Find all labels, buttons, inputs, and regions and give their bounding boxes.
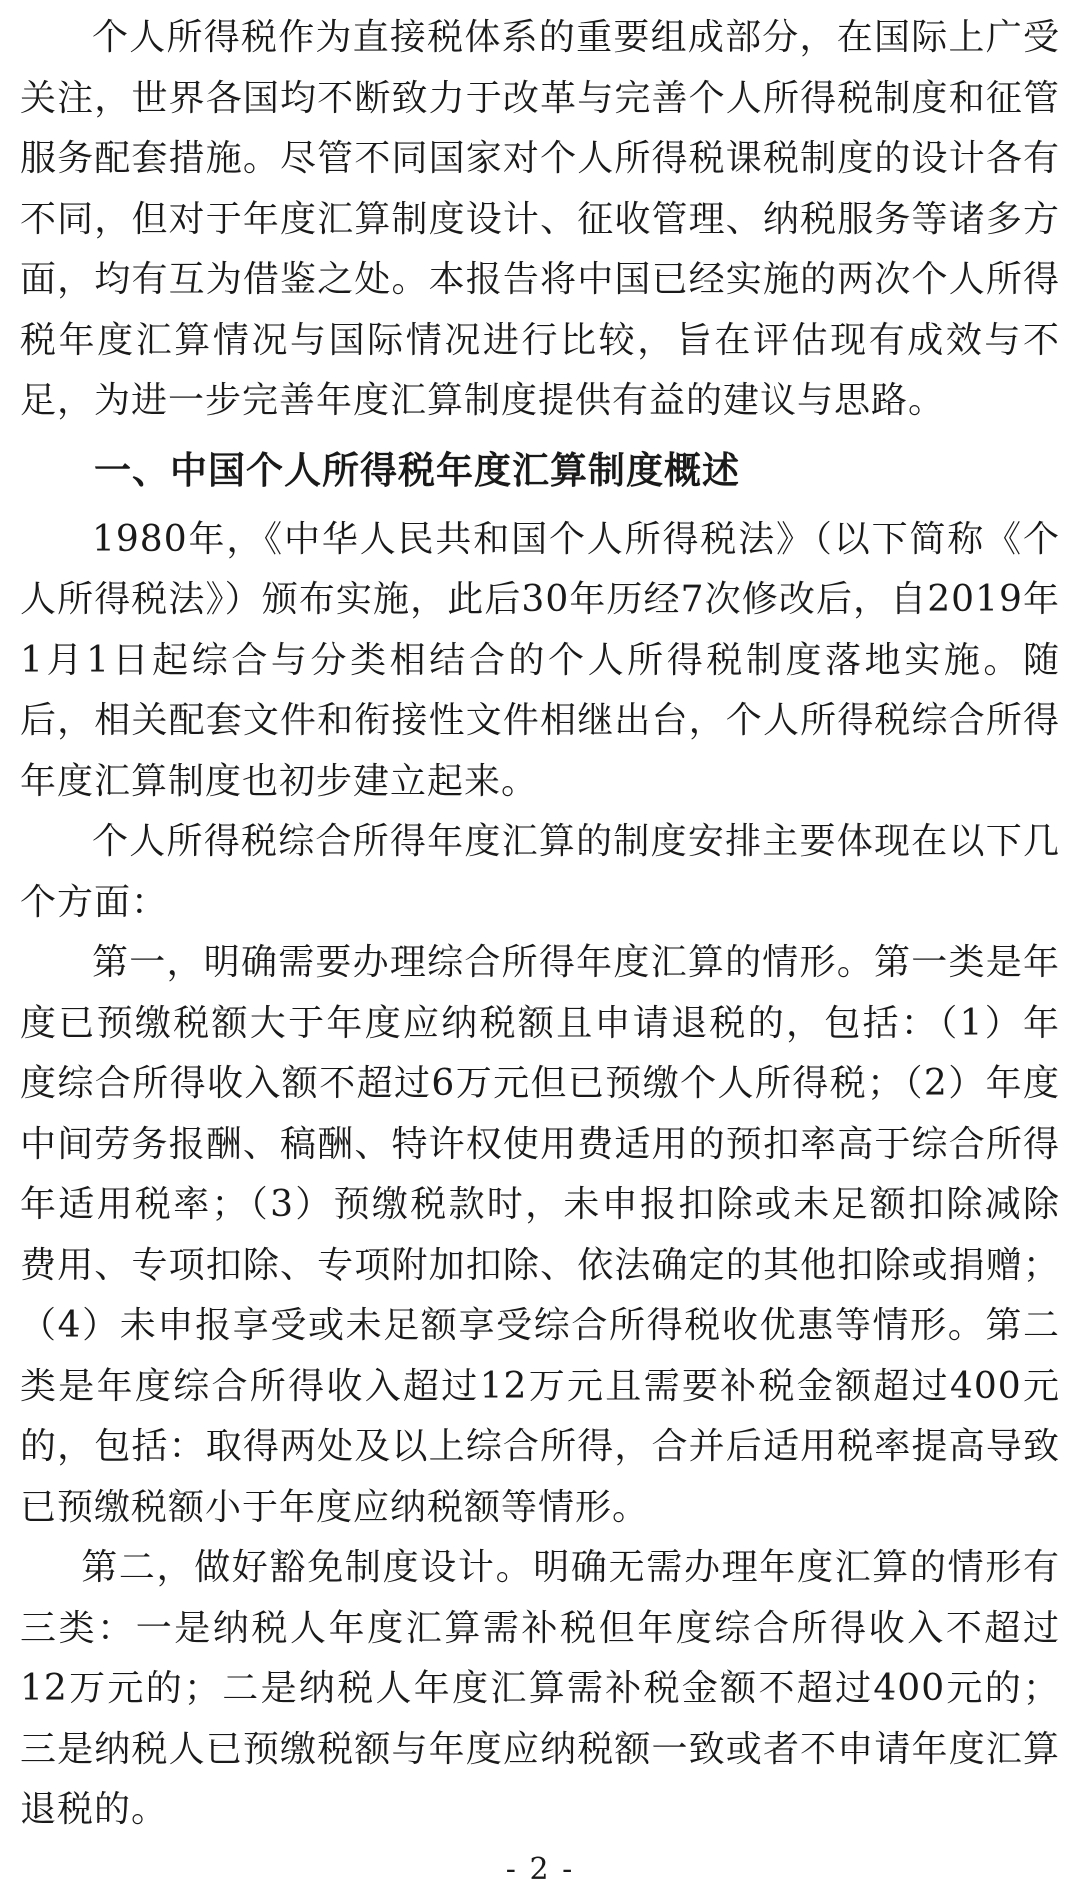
document-page <box>20 8 1060 1841</box>
arrangement-intro-paragraph: 个人所得税综合所得年度汇算的制度安排主要体现在以下几个方面： <box>20 821 1060 923</box>
history-paragraph: 1980年，《中华人民共和国个人所得税法》（以下简称《个人所得税法》）颁布实施，此后30年历经7次修改后，自2019年1月1日起综合与分类相结合的个人所得税制度落地实施。随后，相关配套文件和衔接性文件相继出台，个人所得税综合所得年度汇算制度也初步建立起来。 <box>20 518 1060 802</box>
second-point-paragraph: 第二，做好豁免制度设计。明确无需办理年度汇算的情形有三类：一是纳税人年度汇算需补税但年度综合所得收入不超过12万元的；二是纳税人年度汇算需补税金额不超过400元的；三是纳税人已预缴税额与年度应纳税额一致或者不申请年度汇算退税的。 <box>20 1547 1060 1830</box>
section-heading: 一、中国个人所得税年度汇算制度概述 <box>94 448 740 492</box>
page-number: - 2 - <box>505 1852 575 1887</box>
intro-paragraph: 个人所得税作为直接税体系的重要组成部分，在国际上广受关注，世界各国均不断致力于改革与完善个人所得税制度和征管服务配套措施。尽管不同国家对个人所得税课税制度的设计各有不同，但对于年度汇算制度设计、征收管理、纳税服务等诸多方面，均有互为借鉴之处。本报告将中国已经实施的两次个人所得税年度汇算情况与国际情况进行比较，旨在评估现有成效与不足，为进一步完善年度汇算制度提供有益的建议与思路。 <box>20 17 1060 421</box>
first-point-paragraph: 第一，明确需要办理综合所得年度汇算的情形。第一类是年度已预缴税额大于年度应纳税额且申请退税的，包括：（1）年度综合所得收入额不超过6万元但已预缴个人所得税；（2）年度中间劳务报酬、稿酬、特许权使用费适用的预扣率高于综合所得年适用税率；（3）预缴税款时，未申报扣除或未足额扣除减除费用、专项扣除、专项附加扣除、依法确定的其他扣除或捐赠；（4）未申报享受或未足额享受综合所得税收优惠等情形。第二类是年度综合所得收入超过12万元且需要补税金额超过400元的，包括：取得两处及以上综合所得，合并后适用税率提高导致已预缴税额小于年度应纳税额等情形。 <box>20 942 1060 1528</box>
